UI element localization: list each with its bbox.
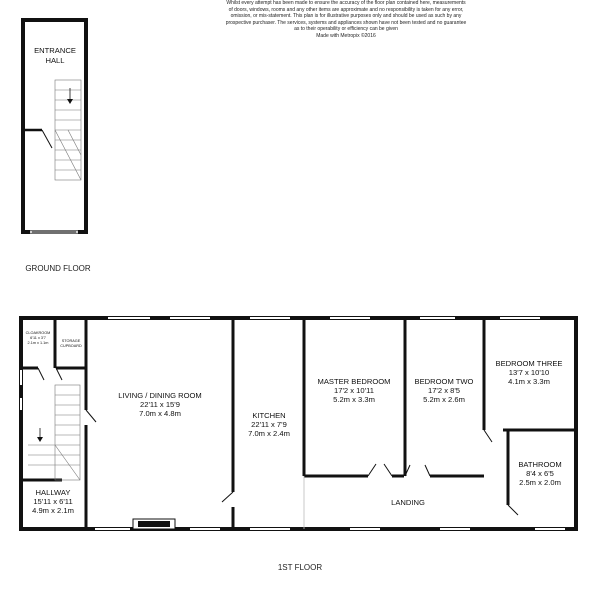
- ground-floor-plan: [23, 20, 86, 232]
- bathroom-name: BATHROOM: [518, 460, 562, 469]
- living-name: LIVING / DINING ROOM: [118, 391, 202, 400]
- entrance-hall-label-1: ENTRANCE: [34, 46, 76, 55]
- ground-stairs: [55, 80, 81, 180]
- bedroom-three-metric: 4.1m x 3.3m: [508, 377, 550, 386]
- master-imperial: 17'2 x 10'11: [334, 386, 374, 395]
- bedroom-three-imperial: 13'7 x 10'10: [508, 368, 550, 377]
- ground-floor-title: GROUND FLOOR: [25, 264, 91, 273]
- kitchen-imperial: 22'11 x 7'9: [251, 420, 287, 429]
- ground-door: [42, 130, 52, 148]
- landing-name: LANDING: [391, 498, 425, 507]
- entrance-hall-label-2: HALL: [45, 56, 65, 65]
- living-imperial: 22'11 x 15'9: [140, 400, 180, 409]
- disclaimer-text: Whilst every attempt has been made to ensure the accuracy of the floor plan contained here, measurements of doors, windows, rooms and any other items are approximate and no responsibility is taken for any error, omission, or mis-statement. This plan is for illustrative purposes only and should be used as such by any prospective purchaser. The services, systems and appliances shown have not been tested and no guarantee as to their operability or efficiency can be given Made with Metropix ©2016: [225, 0, 467, 39]
- hallway-imperial: 15'11 x 6'11: [33, 497, 73, 506]
- fireplace-hearth: [138, 521, 170, 527]
- storage-label-2: CUPBOARD: [60, 344, 82, 348]
- internal-walls: [21, 318, 576, 529]
- storage-label-1: STORAGE: [61, 339, 81, 343]
- cloakroom-name: CLOAKROOM: [25, 331, 51, 335]
- hallway-name: HALLWAY: [35, 488, 71, 497]
- bedroom-two-name: BEDROOM TWO: [414, 377, 474, 386]
- hallway-metric: 4.9m x 2.1m: [32, 506, 74, 515]
- first-stair-arrow-head: [37, 437, 43, 442]
- bedroom-two-imperial: 17'2 x 8'5: [427, 386, 461, 395]
- kitchen-name: KITCHEN: [252, 411, 286, 420]
- first-floor-stairs: [28, 385, 80, 480]
- first-floor-outer-walls: [21, 318, 576, 529]
- master-metric: 5.2m x 3.3m: [333, 395, 375, 404]
- bathroom-imperial: 8'4 x 6'5: [526, 469, 554, 478]
- kitchen-metric: 7.0m x 2.4m: [248, 429, 290, 438]
- cloakroom-imperial: 6'11 x 3'7: [30, 336, 46, 340]
- cloakroom-metric: 2.1m x 1.1m: [27, 341, 49, 345]
- stair-arrow-head: [67, 99, 73, 104]
- first-floor-title: 1ST FLOOR: [277, 563, 323, 572]
- first-floor-plan: [21, 318, 576, 529]
- living-metric: 7.0m x 4.8m: [139, 409, 181, 418]
- bathroom-metric: 2.5m x 2.0m: [519, 478, 561, 487]
- bedroom-three-name: BEDROOM THREE: [495, 359, 563, 368]
- master-name: MASTER BEDROOM: [317, 377, 391, 386]
- bedroom-two-metric: 5.2m x 2.6m: [423, 395, 465, 404]
